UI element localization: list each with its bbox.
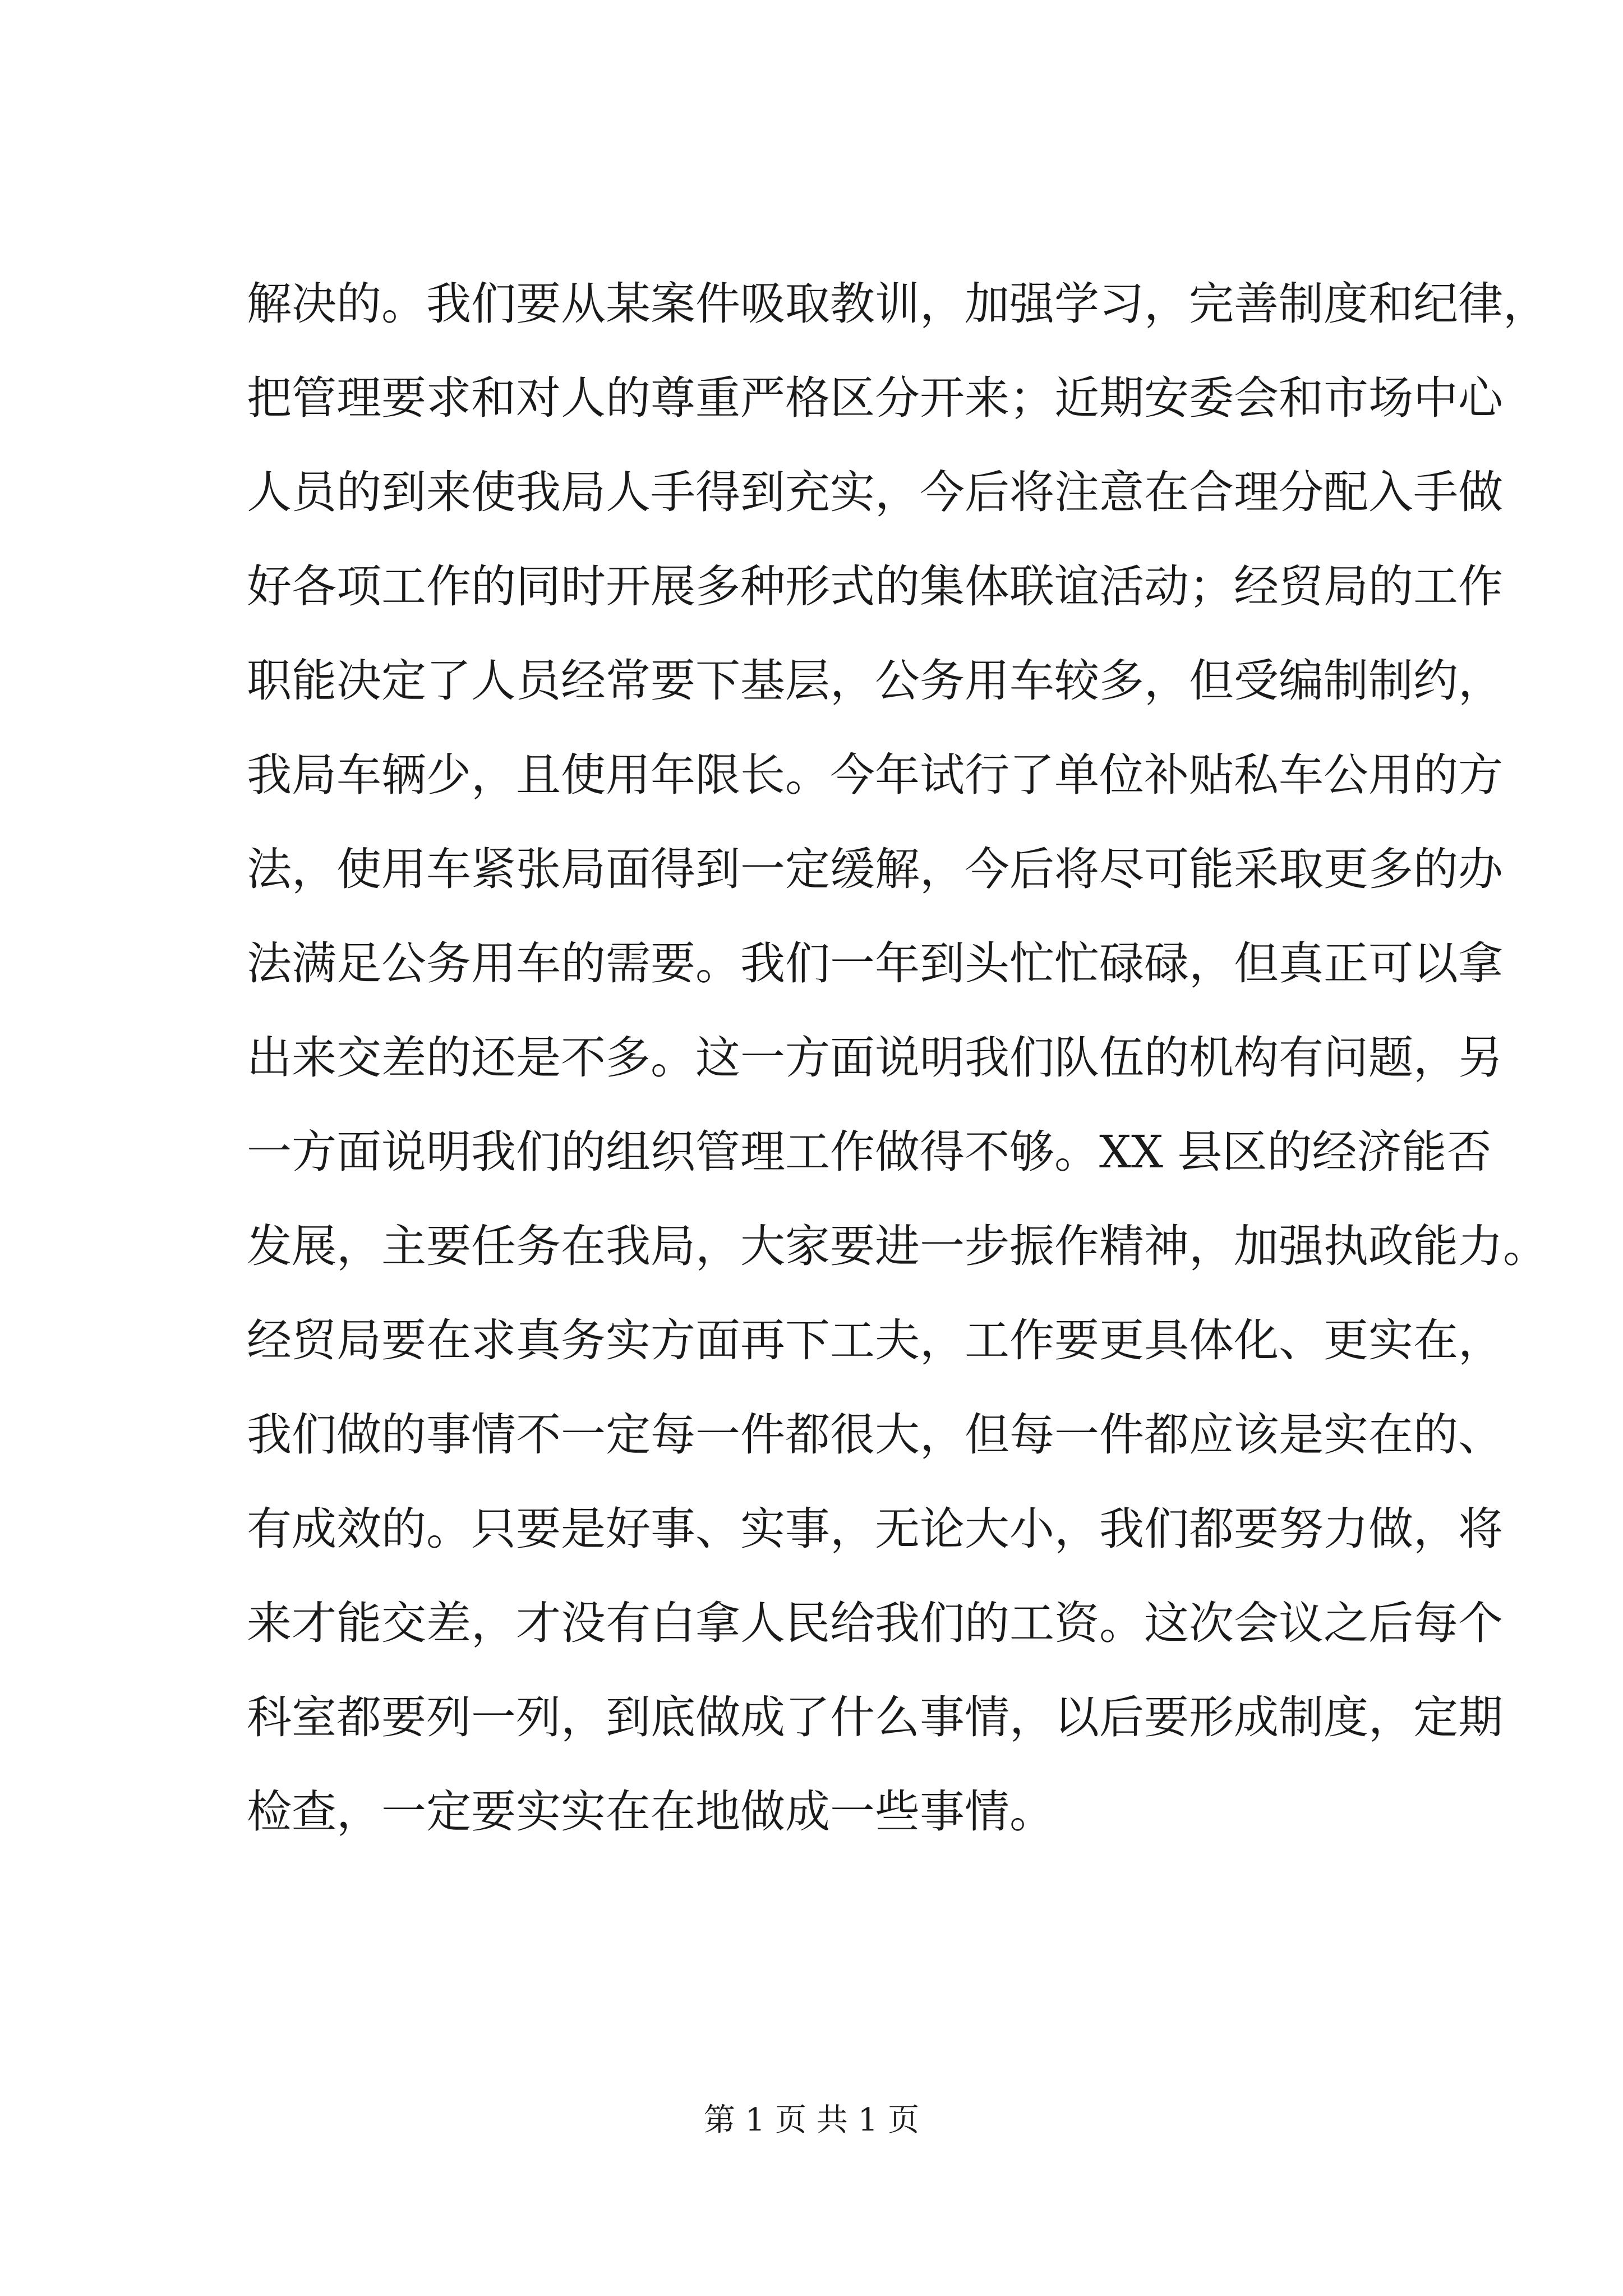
text-line: 好各项工作的同时开展多种形式的集体联谊活动；经贸局的工作 bbox=[247, 560, 1503, 613]
text-line: 科室都要列一列，到底做成了什么事情，以后要形成制度，定期 bbox=[247, 1691, 1503, 1743]
text-line: 发展，主要任务在我局，大家要进一步振作精神，加强执政能力。 bbox=[247, 1220, 1548, 1272]
text-line: 我局车辆少，且使用年限长。今年试行了单位补贴私车公用的方 bbox=[247, 749, 1503, 801]
text-line: 我们做的事情不一定每一件都很大，但每一件都应该是实在的、 bbox=[247, 1409, 1503, 1461]
page-number-footer: 第 1 页 共 1 页 bbox=[703, 2102, 920, 2138]
text-line: 人员的到来使我局人手得到充实，今后将注意在合理分配入手做 bbox=[247, 466, 1503, 518]
text-line: 有成效的。只要是好事、实事，无论大小，我们都要努力做，将 bbox=[247, 1503, 1503, 1555]
text-line: 把管理要求和对人的尊重严格区分开来；近期安委会和市场中心 bbox=[247, 372, 1503, 424]
text-line: 来才能交差，才没有白拿人民给我们的工资。这次会议之后每个 bbox=[247, 1597, 1503, 1649]
text-line-last: 检查，一定要实实在在地做成一些事情。 bbox=[247, 1786, 1054, 1838]
text-line: 出来交差的还是不多。这一方面说明我们队伍的机构有问题，另 bbox=[247, 1032, 1503, 1084]
text-line: 一方面说明我们的组织管理工作做得不够。XX 县区的经济能否 bbox=[247, 1126, 1492, 1178]
text-line: 解决的。我们要从某案件吸取教训，加强学习，完善制度和纪律， bbox=[247, 278, 1548, 330]
text-line: 法满足公务用车的需要。我们一年到头忙忙碌碌，但真正可以拿 bbox=[247, 937, 1503, 990]
body-paragraph bbox=[247, 257, 1548, 1859]
text-line: 法，使用车紧张局面得到一定缓解，今后将尽可能采取更多的办 bbox=[247, 843, 1503, 895]
text-line: 职能决定了人员经常要下基层，公务用车较多，但受编制制约， bbox=[247, 655, 1503, 707]
text-line: 经贸局要在求真务实方面再下工夫，工作要更具体化、更实在， bbox=[247, 1314, 1503, 1366]
